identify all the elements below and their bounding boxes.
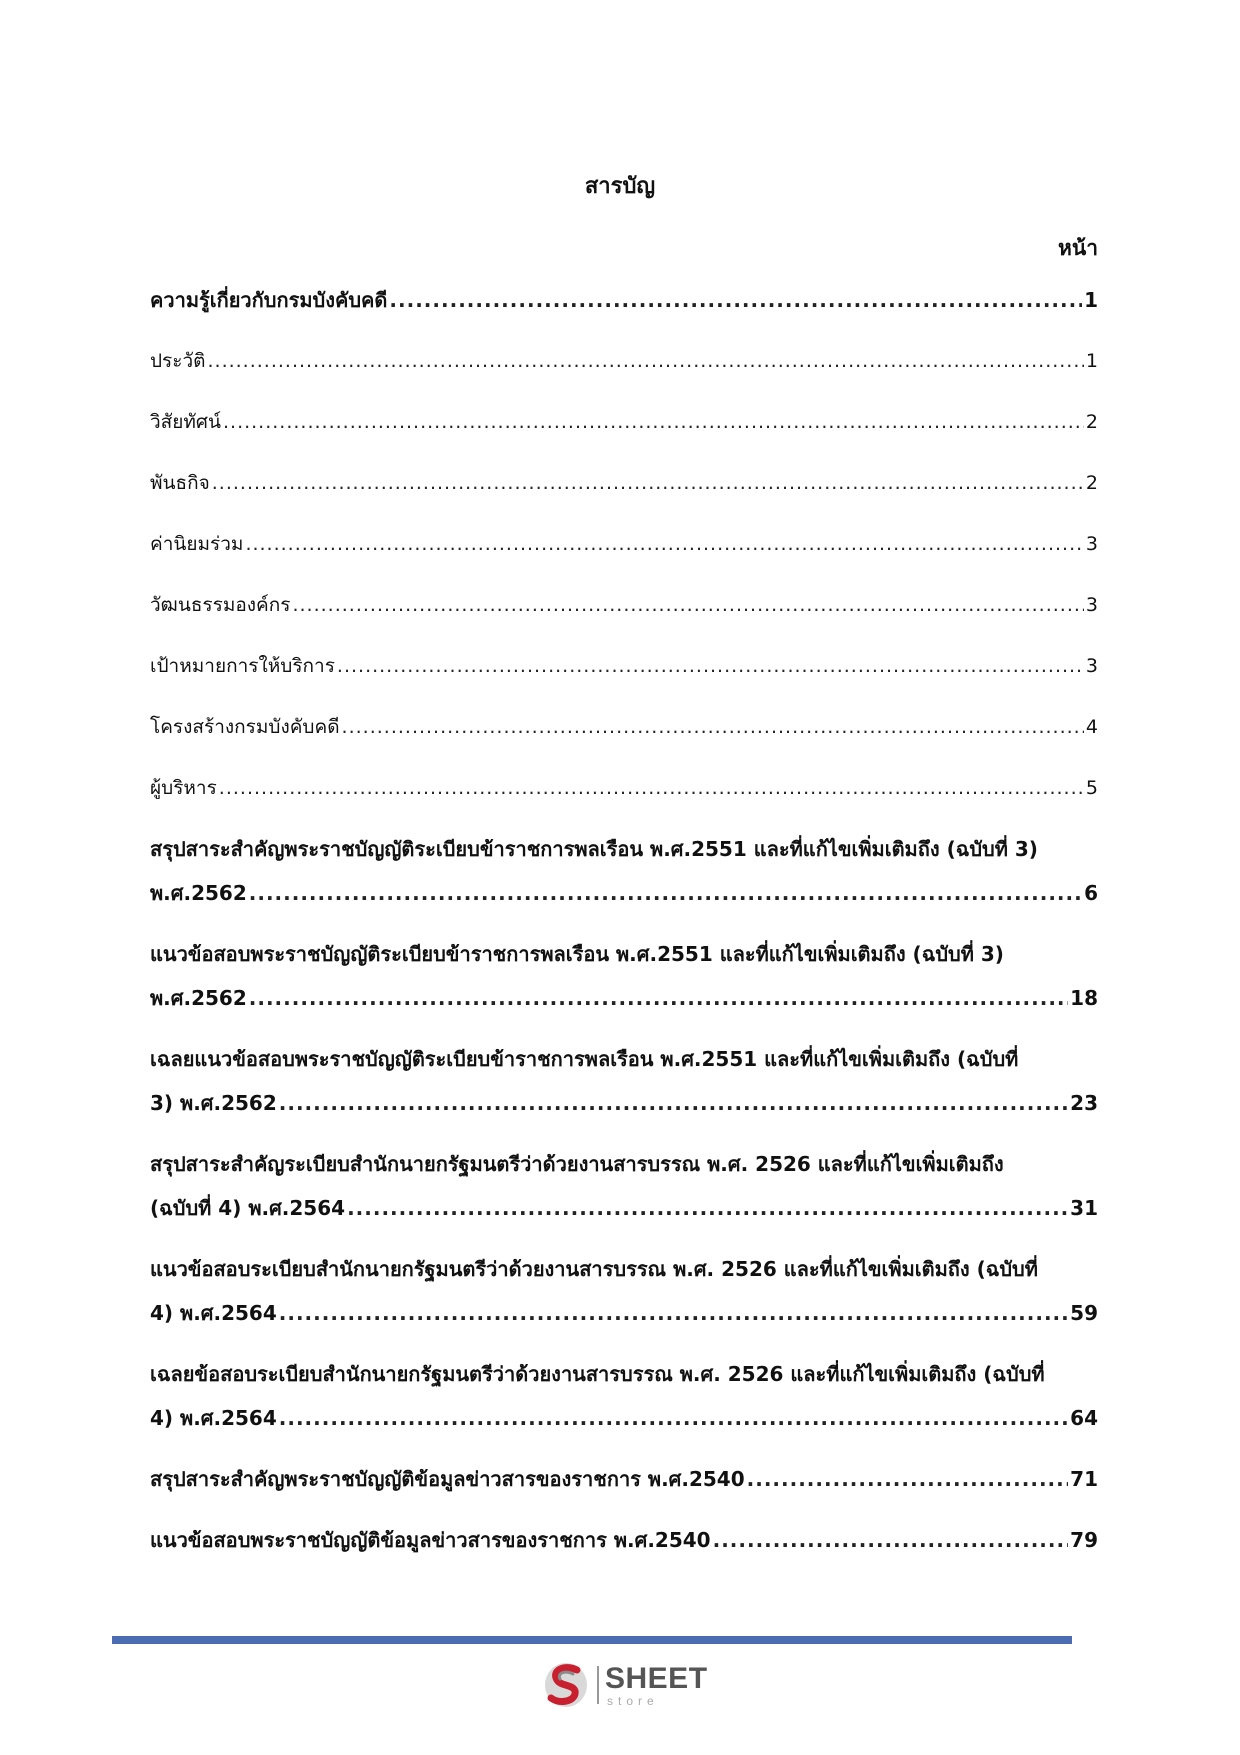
toc-entry-label: แนวข้อสอบพระราชบัญญัติข้อมูลข่าวสารของราชการ พ.ศ.2540 — [150, 1528, 711, 1552]
toc-dot-leader — [279, 1406, 1068, 1430]
sheet-store-logo-icon — [543, 1660, 589, 1710]
toc-page-number: 6 — [1084, 881, 1098, 905]
toc-dot-leader — [347, 1196, 1068, 1220]
toc-dot-leader — [389, 288, 1082, 312]
toc-entry-label: ประวัติ — [150, 350, 206, 372]
toc-entry-label: พันธกิจ — [150, 472, 210, 494]
toc-entry-label: โครงสร้างกรมบังคับคดี — [150, 716, 340, 738]
toc-main-entry[interactable] — [150, 1257, 1098, 1362]
toc-dot-leader — [342, 715, 1084, 739]
toc-entry-label: พ.ศ.2562 — [150, 881, 247, 905]
toc-page-number: 59 — [1070, 1301, 1098, 1325]
toc-entry-label: ความรู้เกี่ยวกับกรมบังคับคดี — [150, 288, 388, 312]
toc-entry-label-line: เฉลยข้อสอบระเบียบสำนักนายกรัฐมนตรีว่าด้วยงานสารบรรณ พ.ศ. 2526 และที่แก้ไขเพิ่มเติมถึง (ฉบับที่ — [150, 1362, 1045, 1386]
toc-sub-entry[interactable] — [150, 349, 1098, 410]
logo-wordmark: SHEET — [605, 1662, 708, 1695]
toc-sub-entry[interactable] — [150, 776, 1098, 837]
toc-entry-label-line: เฉลยแนวข้อสอบพระราชบัญญัติระเบียบข้าราชการพลเรือน พ.ศ.2551 และที่แก้ไขเพิ่มเติมถึง (ฉบับที่ — [150, 1047, 1019, 1071]
toc-entry-label: วิสัยทัศน์ — [150, 411, 221, 433]
toc-page-number: 23 — [1070, 1091, 1098, 1115]
toc-page-number: 3 — [1085, 594, 1098, 616]
toc-entry-label: ผู้บริหาร — [150, 777, 217, 799]
toc-sub-entry[interactable] — [150, 715, 1098, 776]
toc-dot-leader — [249, 986, 1068, 1010]
toc-dot-leader — [279, 1301, 1068, 1325]
toc-main-entry[interactable] — [150, 1467, 1098, 1528]
toc-entry-label: 4) พ.ศ.2564 — [150, 1406, 277, 1430]
toc-entry-label: (ฉบับที่ 4) พ.ศ.2564 — [150, 1196, 346, 1220]
toc-sub-entry[interactable] — [150, 593, 1098, 654]
toc-dot-leader — [249, 881, 1082, 905]
toc-page-number: 2 — [1085, 472, 1098, 494]
toc-main-entry[interactable] — [150, 1362, 1098, 1467]
toc-entry-label: สรุปสาระสำคัญพระราชบัญญัติข้อมูลข่าวสารของราชการ พ.ศ.2540 — [150, 1467, 745, 1491]
footer-divider — [112, 1636, 1072, 1644]
toc-page-number: 1 — [1084, 288, 1098, 312]
toc-sub-entry[interactable] — [150, 654, 1098, 715]
toc-dot-leader — [219, 776, 1084, 800]
toc-sub-entry[interactable] — [150, 410, 1098, 471]
toc-entry-label-line: แนวข้อสอบระเบียบสำนักนายกรัฐมนตรีว่าด้วยงานสารบรรณ พ.ศ. 2526 และที่แก้ไขเพิ่มเติมถึง (ฉบับที่ — [150, 1257, 1038, 1281]
table-of-contents — [150, 288, 1098, 1589]
toc-entry-label: พ.ศ.2562 — [150, 986, 247, 1010]
toc-page-number: 79 — [1070, 1528, 1098, 1552]
sheet-store-logo — [543, 1660, 713, 1712]
toc-entry-label: วัฒนธรรมองค์กร — [150, 594, 291, 616]
toc-dot-leader — [292, 593, 1083, 617]
toc-main-entry[interactable] — [150, 837, 1098, 942]
toc-sub-entry[interactable] — [150, 532, 1098, 593]
toc-main-entry[interactable] — [150, 288, 1098, 349]
toc-page-number: 1 — [1085, 350, 1098, 372]
toc-page-number: 3 — [1085, 655, 1098, 677]
logo-subtext: store — [607, 1694, 659, 1708]
toc-main-entry[interactable] — [150, 942, 1098, 1047]
toc-dot-leader — [223, 410, 1084, 434]
toc-page-number: 64 — [1070, 1406, 1098, 1430]
toc-page-number: 3 — [1085, 533, 1098, 555]
toc-page-number: 71 — [1070, 1467, 1098, 1491]
toc-dot-leader — [713, 1528, 1069, 1552]
toc-page-number: 31 — [1070, 1196, 1098, 1220]
toc-entry-label: ค่านิยมร่วม — [150, 533, 244, 555]
logo-separator — [597, 1666, 599, 1704]
toc-dot-leader — [747, 1467, 1069, 1491]
toc-entry-label-line: แนวข้อสอบพระราชบัญญัติระเบียบข้าราชการพลเรือน พ.ศ.2551 และที่แก้ไขเพิ่มเติมถึง (ฉบับที่ 3) — [150, 942, 1004, 966]
page-title: สารบัญ — [584, 174, 656, 199]
toc-page-number: 4 — [1085, 716, 1098, 738]
toc-page-number: 2 — [1085, 411, 1098, 433]
page-column-header: หน้า — [1058, 236, 1098, 260]
toc-entry-label: 3) พ.ศ.2562 — [150, 1091, 277, 1115]
toc-dot-leader — [212, 471, 1084, 495]
toc-sub-entry[interactable] — [150, 471, 1098, 532]
toc-entry-label-line: สรุปสาระสำคัญพระราชบัญญัติระเบียบข้าราชการพลเรือน พ.ศ.2551 และที่แก้ไขเพิ่มเติมถึง (ฉบับที่ 3) — [150, 837, 1038, 861]
toc-dot-leader — [279, 1091, 1068, 1115]
toc-page-number: 5 — [1085, 777, 1098, 799]
toc-dot-leader — [337, 654, 1084, 678]
toc-page-number: 18 — [1070, 986, 1098, 1010]
toc-main-entry[interactable] — [150, 1047, 1098, 1152]
toc-main-entry[interactable] — [150, 1528, 1098, 1589]
toc-entry-label-line: สรุปสาระสำคัญระเบียบสำนักนายกรัฐมนตรีว่าด้วยงานสารบรรณ พ.ศ. 2526 และที่แก้ไขเพิ่มเติมถึง — [150, 1152, 1004, 1176]
toc-dot-leader — [207, 349, 1083, 373]
toc-main-entry[interactable] — [150, 1152, 1098, 1257]
toc-dot-leader — [245, 532, 1083, 556]
toc-entry-label: เป้าหมายการให้บริการ — [150, 655, 335, 677]
toc-entry-label: 4) พ.ศ.2564 — [150, 1301, 277, 1325]
